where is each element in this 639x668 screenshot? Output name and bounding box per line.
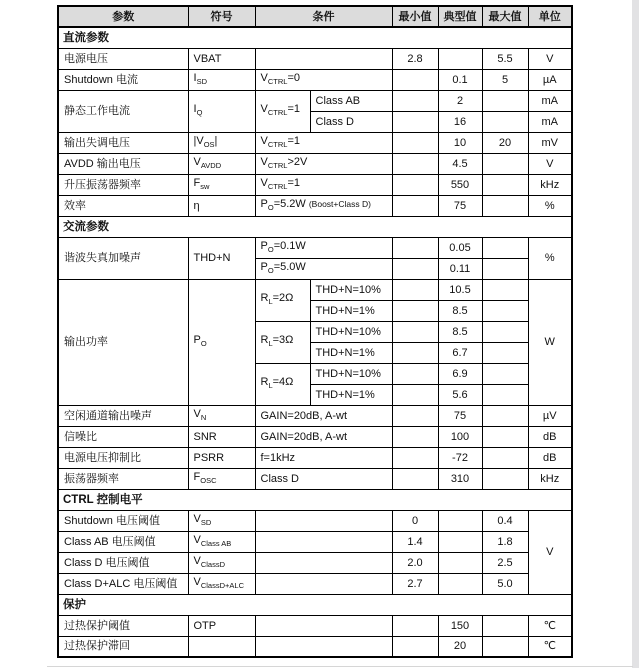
table-cell (392, 363, 438, 384)
section-row (58, 594, 572, 615)
subscript-text: Q (196, 108, 203, 117)
table-cell: kHz (528, 174, 572, 195)
table-row (58, 195, 572, 216)
section-row-label: 交流参数 (58, 216, 572, 237)
header-row (58, 6, 572, 27)
subscript-text: OS (203, 139, 215, 149)
table-cell: $V_{CTRL}>2V$ (255, 153, 392, 174)
table-cell: SNR (188, 426, 255, 447)
table-row (58, 90, 572, 111)
table-cell: Class AB (310, 90, 392, 111)
subscript-text: N (200, 412, 207, 422)
table-cell: $P_O=0.1W$ (255, 237, 392, 258)
table-cell: 8.5 (438, 300, 482, 321)
table-cell (438, 48, 482, 69)
table-cell: THD+N (188, 237, 255, 279)
table-cell: AVDD 输出电压 (58, 153, 188, 174)
spec-table (57, 5, 573, 658)
table-cell (255, 552, 392, 573)
table-cell: Shutdown 电流 (58, 69, 188, 90)
table-cell: OTP (188, 615, 255, 636)
table-cell (392, 132, 438, 153)
table-row (58, 153, 572, 174)
table-cell: 0.05 (438, 237, 482, 258)
table-cell: dB (528, 447, 572, 468)
table-cell (482, 195, 528, 216)
table-cell: 75 (438, 405, 482, 426)
table-cell: 空闲通道输出噪声 (58, 405, 188, 426)
section-row-label: 保护 (58, 594, 572, 615)
table-cell: 1.4 (392, 531, 438, 552)
table-cell (392, 615, 438, 636)
table-cell (392, 174, 438, 195)
table-cell: 16 (438, 111, 482, 132)
table-cell: $V_{CTRL}=0$ (255, 69, 392, 90)
table-cell (392, 405, 438, 426)
table-cell: Class D (255, 468, 392, 489)
table-cell (392, 384, 438, 405)
table-cell: $V_{ClassD+ALC}$ (188, 573, 255, 594)
table-cell (482, 258, 528, 279)
table-cell: 效率 (58, 195, 188, 216)
table-row (58, 636, 572, 657)
table-cell: Class AB 电压阈值 (58, 531, 188, 552)
table-cell: ℃ (528, 615, 572, 636)
table-cell (482, 426, 528, 447)
table-cell: Class D (310, 111, 392, 132)
table-cell (482, 342, 528, 363)
table-cell: $P_O$ (188, 279, 255, 405)
subscript-text: O (267, 202, 274, 212)
table-cell: $V_{CTRL}=1$ (255, 132, 392, 153)
column-header-0: 参数 (58, 6, 188, 27)
table-cell: 1.8 (482, 531, 528, 552)
table-cell: 4.5 (438, 153, 482, 174)
section-row-label: CTRL 控制电平 (58, 489, 572, 510)
table-cell (255, 510, 392, 531)
table-cell: µA (528, 69, 572, 90)
table-cell: 0 (392, 510, 438, 531)
subscript-text: CTRL (267, 160, 288, 170)
subscript-text: O (267, 244, 274, 254)
subscript-text: L (268, 297, 273, 306)
table-cell: $F_{sw}$ (188, 174, 255, 195)
table-cell: 6.9 (438, 363, 482, 384)
column-header-3: 最小值 (392, 6, 438, 27)
table-cell (392, 342, 438, 363)
table-cell: 2 (438, 90, 482, 111)
table-row (58, 552, 572, 573)
table-cell: % (528, 195, 572, 216)
table-cell: $I_{SD}$ (188, 69, 255, 90)
table-cell: 20 (438, 636, 482, 657)
table-row (58, 615, 572, 636)
table-cell: 输出功率 (58, 279, 188, 405)
table-cell (482, 405, 528, 426)
table-row (58, 132, 572, 153)
table-cell: THD+N=10% (310, 363, 392, 384)
table-cell: THD+N=1% (310, 384, 392, 405)
table-cell: $R_L=2\Omega$ (255, 279, 310, 321)
subscript-text: O (200, 339, 207, 348)
table-cell: $F_{OSC}$ (188, 468, 255, 489)
table-cell: V (528, 510, 572, 594)
table-cell (438, 510, 482, 531)
table-cell: 5.0 (482, 573, 528, 594)
table-cell (482, 153, 528, 174)
table-cell (255, 636, 392, 657)
table-cell: $R_L=4\Omega$ (255, 363, 310, 405)
table-cell: 75 (438, 195, 482, 216)
table-row (58, 48, 572, 69)
subscript-text: SD (196, 76, 207, 86)
table-cell: 2.8 (392, 48, 438, 69)
table-cell: 150 (438, 615, 482, 636)
table-cell: 2.7 (392, 573, 438, 594)
table-row (58, 279, 572, 300)
table-cell: 20 (482, 132, 528, 153)
table-cell: $V_{Class AB}$ (188, 531, 255, 552)
table-cell: 100 (438, 426, 482, 447)
table-cell: $V_N$ (188, 405, 255, 426)
table-cell (482, 279, 528, 300)
table-cell: 振荡器频率 (58, 468, 188, 489)
table-cell (392, 468, 438, 489)
subscript-text: ClassD+ALC (200, 580, 244, 590)
table-cell (392, 447, 438, 468)
column-header-6: 单位 (528, 6, 572, 27)
table-cell (392, 153, 438, 174)
table-cell: THD+N=10% (310, 279, 392, 300)
table-cell: kHz (528, 468, 572, 489)
table-cell (438, 573, 482, 594)
table-cell (255, 573, 392, 594)
column-header-2: 条件 (255, 6, 392, 27)
table-cell: 电源电压抑制比 (58, 447, 188, 468)
subscript-text: O (267, 265, 274, 275)
section-row (58, 489, 572, 510)
table-cell (482, 615, 528, 636)
table-cell: 550 (438, 174, 482, 195)
section-row (58, 27, 572, 48)
column-header-1: 符号 (188, 6, 255, 27)
table-cell: THD+N=1% (310, 300, 392, 321)
table-cell: 5.5 (482, 48, 528, 69)
table-cell: $V_{SD}$ (188, 510, 255, 531)
table-cell: 2.0 (392, 552, 438, 573)
table-cell: 0.1 (438, 69, 482, 90)
table-cell: $V_{AVDD}$ (188, 153, 255, 174)
table-cell: 0.4 (482, 510, 528, 531)
table-cell: $P_O=5.2W$ (Boost+Class D) (255, 195, 392, 216)
table-cell (482, 468, 528, 489)
table-cell: V (528, 153, 572, 174)
table-cell (482, 321, 528, 342)
table-cell: W (528, 279, 572, 405)
table-cell (255, 531, 392, 552)
table-cell (392, 237, 438, 258)
table-cell: 静态工作电流 (58, 90, 188, 132)
table-cell: 升压振荡器频率 (58, 174, 188, 195)
table-cell: Class D 电压阈值 (58, 552, 188, 573)
subscript-text: L (268, 339, 273, 348)
subscript-text: CTRL (267, 181, 288, 191)
table-cell: 过热保护阈值 (58, 615, 188, 636)
table-cell (482, 636, 528, 657)
table-cell: $|V_{OS}|$ (188, 132, 255, 153)
table-cell: 5.6 (438, 384, 482, 405)
subscript-text: CTRL (267, 139, 288, 149)
table-cell: 6.7 (438, 342, 482, 363)
table-cell (392, 426, 438, 447)
table-cell: 10 (438, 132, 482, 153)
table-cell (482, 447, 528, 468)
table-row (58, 237, 572, 258)
table-cell (392, 111, 438, 132)
subscript-text: OSC (200, 475, 217, 485)
table-cell: µV (528, 405, 572, 426)
table-cell: 0.11 (438, 258, 482, 279)
table-cell (482, 90, 528, 111)
table-cell: mA (528, 111, 572, 132)
table-cell (392, 69, 438, 90)
table-cell: Class D+ALC 电压阈值 (58, 573, 188, 594)
table-cell (482, 384, 528, 405)
table-cell: % (528, 237, 572, 279)
subscript-text: ClassD (200, 559, 226, 569)
table-cell: $P_O=5.0W$ (255, 258, 392, 279)
table-cell: f=1kHz (255, 447, 392, 468)
table-cell (482, 111, 528, 132)
small-text: (Boost+Class D) (308, 198, 371, 209)
table-cell (255, 615, 392, 636)
table-row (58, 69, 572, 90)
subscript-text: AVDD (200, 160, 222, 170)
table-cell: -72 (438, 447, 482, 468)
table-cell: $V_{ClassD}$ (188, 552, 255, 573)
table-cell: VBAT (188, 48, 255, 69)
page-edge-strip (632, 0, 639, 668)
subscript-text: CTRL (267, 76, 288, 86)
section-row-label: 直流参数 (58, 27, 572, 48)
table-cell (255, 48, 392, 69)
table-cell: 谐波失真加噪声 (58, 237, 188, 279)
table-cell: $R_L=3\Omega$ (255, 321, 310, 363)
table-cell: ℃ (528, 636, 572, 657)
subscript-text: SD (200, 517, 212, 527)
table-cell: 8.5 (438, 321, 482, 342)
table-cell: V (528, 48, 572, 69)
table-row (58, 426, 572, 447)
table-cell (392, 636, 438, 657)
table-cell: THD+N=10% (310, 321, 392, 342)
subscript-text: Class AB (200, 538, 232, 548)
table-cell: 2.5 (482, 552, 528, 573)
table-cell: THD+N=1% (310, 342, 392, 363)
table-cell: 输出失调电压 (58, 132, 188, 153)
table-row (58, 405, 572, 426)
section-row (58, 216, 572, 237)
table-cell: dB (528, 426, 572, 447)
table-cell: $V_{CTRL}=1$ (255, 174, 392, 195)
table-body (58, 27, 572, 657)
table-cell: 信噪比 (58, 426, 188, 447)
column-header-5: 最大值 (482, 6, 528, 27)
table-cell (392, 258, 438, 279)
table-cell: $I_Q$ (188, 90, 255, 132)
table-cell (438, 552, 482, 573)
subscript-text: sw (200, 181, 210, 191)
table-cell: GAIN=20dB, A-wt (255, 426, 392, 447)
page-bottom-divider (47, 666, 633, 667)
table-row (58, 447, 572, 468)
table-row (58, 531, 572, 552)
table-row (58, 468, 572, 489)
table-cell: 310 (438, 468, 482, 489)
table-cell: mA (528, 90, 572, 111)
table-cell: PSRR (188, 447, 255, 468)
table-cell (392, 300, 438, 321)
table-row (58, 510, 572, 531)
table-row (58, 174, 572, 195)
table-row (58, 573, 572, 594)
table-cell: GAIN=20dB, A-wt (255, 405, 392, 426)
table-cell: 电源电压 (58, 48, 188, 69)
table-cell (392, 195, 438, 216)
table-cell (482, 363, 528, 384)
table-cell: $V_{CTRL}=1$ (255, 90, 310, 132)
table-cell: 10.5 (438, 279, 482, 300)
table-cell (188, 636, 255, 657)
table-cell (482, 237, 528, 258)
table-cell: η (188, 195, 255, 216)
table-cell (392, 321, 438, 342)
table-cell: 过热保护滞回 (58, 636, 188, 657)
column-header-4: 典型值 (438, 6, 482, 27)
table-cell (392, 279, 438, 300)
table-cell (392, 90, 438, 111)
table-header (58, 6, 572, 27)
table-cell: Shutdown 电压阈值 (58, 510, 188, 531)
subscript-text: CTRL (267, 108, 288, 117)
table-cell (438, 531, 482, 552)
table-cell (482, 300, 528, 321)
table-cell (482, 174, 528, 195)
table-cell: 5 (482, 69, 528, 90)
table-cell: mV (528, 132, 572, 153)
subscript-text: L (268, 381, 273, 390)
